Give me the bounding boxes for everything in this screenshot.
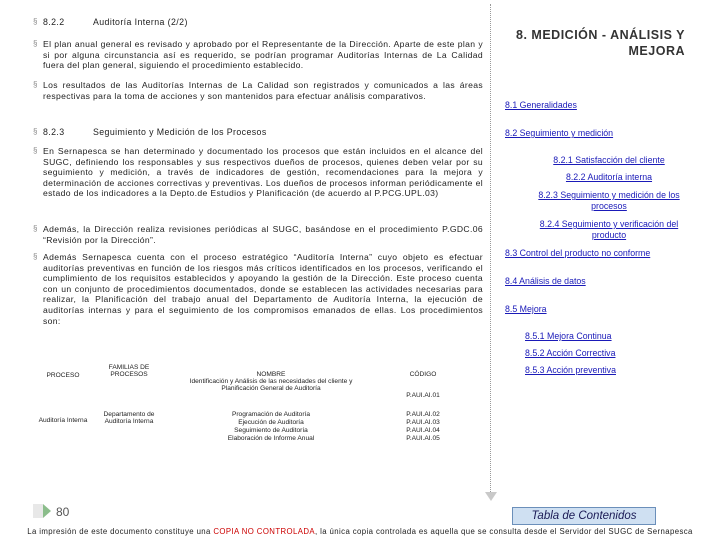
sidebar-nav bbox=[495, 0, 720, 510]
nombres-cell bbox=[166, 399, 376, 443]
table-header-row bbox=[34, 362, 470, 378]
header-codigo: CÓDIGO bbox=[409, 371, 437, 378]
nav-link-8-5-1[interactable]: 8.5.1 Mejora Continua bbox=[525, 331, 612, 341]
codigo-cell: P.AUI.AI.01 bbox=[406, 392, 440, 399]
section-heading-823 bbox=[43, 127, 267, 137]
section-title: Auditoría Interna (2/2) bbox=[93, 17, 188, 27]
nav-link-8-2-4[interactable]: 8.2.4 Seguimiento y verificación del producto bbox=[539, 219, 679, 240]
familia-cell: Departamento de Auditoría Interna bbox=[103, 411, 155, 425]
codigo-item: P.AUI.AI.05 bbox=[406, 435, 440, 442]
nombre-item: Programación de Auditoría bbox=[231, 411, 311, 418]
procedures-table bbox=[34, 362, 470, 443]
paragraph-resultados: Los resultados de las Auditorías Internas de La Calidad son registrados y comunicados a las áreas respectivas para la toma de acciones y son mantenidos para efectuar análisis comparativos. bbox=[43, 80, 483, 101]
column-divider bbox=[490, 4, 491, 496]
bullet-icon: § bbox=[33, 224, 38, 233]
section-number: 8.2.3 bbox=[43, 127, 65, 137]
bullet-icon: § bbox=[33, 127, 38, 136]
page-number: 80 bbox=[56, 505, 70, 519]
footer-text-end: , la única copia controlada es aquella que se consulta desde el Servidor del SUGC de Sernapesca bbox=[314, 527, 693, 536]
nav-link-8-2[interactable]: 8.2 Seguimiento y medición bbox=[505, 128, 614, 138]
paragraph-auditoria-interna: Además Sernapesca cuenta con el proceso estratégico “Auditoría Interna” cuyo objeto es efectuar auditorías preventivas en función de los riesgos más críticos identificados en los procesos, verificando el cumplimiento de los requisitos establecidos y apoyando la gestión de la Dirección. Este proceso cuenta con un conjunto de procedimientos documentados, donde se establecen las actividades necesarias para realizar, la Planificación del trabajo anual del Departamento de Auditoría Interna, la ejecución de auditorías internas y para el seguimiento de los compromisos emanados de ellas. Los procedimientos son: bbox=[43, 252, 483, 326]
nombre-item: Elaboración de Informe Anual bbox=[227, 435, 315, 442]
nav-link-8-2-1[interactable]: 8.2.1 Satisfacción del cliente bbox=[553, 155, 665, 165]
nav-link-8-3[interactable]: 8.3 Control del producto no conforme bbox=[505, 248, 651, 258]
bullet-icon: § bbox=[33, 252, 38, 261]
nombre-item: Seguimiento de Auditoría bbox=[234, 427, 308, 434]
nav-link-8-5-2[interactable]: 8.5.2 Acción Correctiva bbox=[525, 348, 616, 358]
codigo-item: P.AUI.AI.02 bbox=[406, 411, 440, 418]
header-proceso: PROCESO bbox=[46, 372, 80, 379]
table-of-contents-button[interactable]: Tabla de Contenidos bbox=[512, 507, 656, 525]
nav-link-8-2-3[interactable]: 8.2.3 Seguimiento y medición de los procesos bbox=[538, 190, 680, 211]
nav-link-8-5-3[interactable]: 8.5.3 Acción preventiva bbox=[525, 365, 616, 375]
paragraph-procesos: En Sernapesca se han determinado y documentado los procesos que están incluidos en el alcance del SUGC, definiendo los responsables y sus respectivos dueños de procesos, quienes deben velar por su seguimiento y medición, a través de indicadores de gestión, recomendaciones para la mejora y determinación de acciones correctivas y preventivas. Los dueños de procesos informan periódicamente el estado de los indicadores a la Depto.de Estudios y Planificación (de acuerdo al P.PCG.UPL.03) bbox=[43, 146, 483, 199]
header-familias: FAMILIAS DE PROCESOS bbox=[108, 364, 150, 378]
bullet-icon: § bbox=[33, 80, 38, 89]
bullet-icon: § bbox=[33, 146, 38, 155]
proceso-cell: Auditoría Interna bbox=[38, 417, 88, 424]
section-number: 8.2.2 bbox=[43, 17, 65, 27]
paragraph-plan-anual: El plan anual general es revisado y aprobado por el Representante de la Dirección. Aparte de este plan y si por alguna circunstancia así es requerido, se podrían programar Auditorías Internas de La Calidad fuera del plan general, siguiendo el procedimiento establecido. bbox=[43, 39, 483, 71]
bullet-icon: § bbox=[33, 39, 38, 48]
nav-link-8-1[interactable]: 8.1 Generalidades bbox=[505, 100, 577, 110]
footer-uncontrolled-copy: COPIA NO CONTROLADA bbox=[213, 527, 315, 536]
paragraph-revision: Además, la Dirección realiza revisiones periódicas al SUGC, basándose en el procedimiento P.GDC.06 “Revisión por la Dirección”. bbox=[43, 224, 483, 245]
chapter-title: 8. MEDICIÓN - ANÁLISIS Y MEJORA bbox=[516, 28, 685, 58]
nav-link-8-2-2[interactable]: 8.2.2 Auditoría interna bbox=[565, 172, 653, 182]
section-heading-822 bbox=[43, 17, 188, 27]
page-marker-icon bbox=[33, 504, 43, 518]
table-row bbox=[34, 399, 470, 443]
nav-link-8-5[interactable]: 8.5 Mejora bbox=[505, 304, 547, 314]
footer-disclaimer bbox=[0, 527, 720, 536]
footer-text-start: La impresión de este documento constituye una bbox=[27, 527, 214, 536]
codigo-item: P.AUI.AI.04 bbox=[406, 427, 440, 434]
codigo-item: P.AUI.AI.03 bbox=[406, 419, 440, 426]
header-nombre: NOMBRE bbox=[256, 371, 286, 378]
nombre-item: Ejecución de Auditoría bbox=[238, 419, 304, 426]
section-title: Seguimiento y Medición de los Procesos bbox=[93, 127, 267, 137]
codigos-cell bbox=[376, 399, 470, 443]
bullet-icon: § bbox=[33, 17, 38, 26]
nav-link-8-4[interactable]: 8.4 Análisis de datos bbox=[505, 276, 586, 286]
nombre-cell: Identificación y Análisis de las necesidades del cliente y Planificación General de Auditoría bbox=[189, 378, 353, 392]
